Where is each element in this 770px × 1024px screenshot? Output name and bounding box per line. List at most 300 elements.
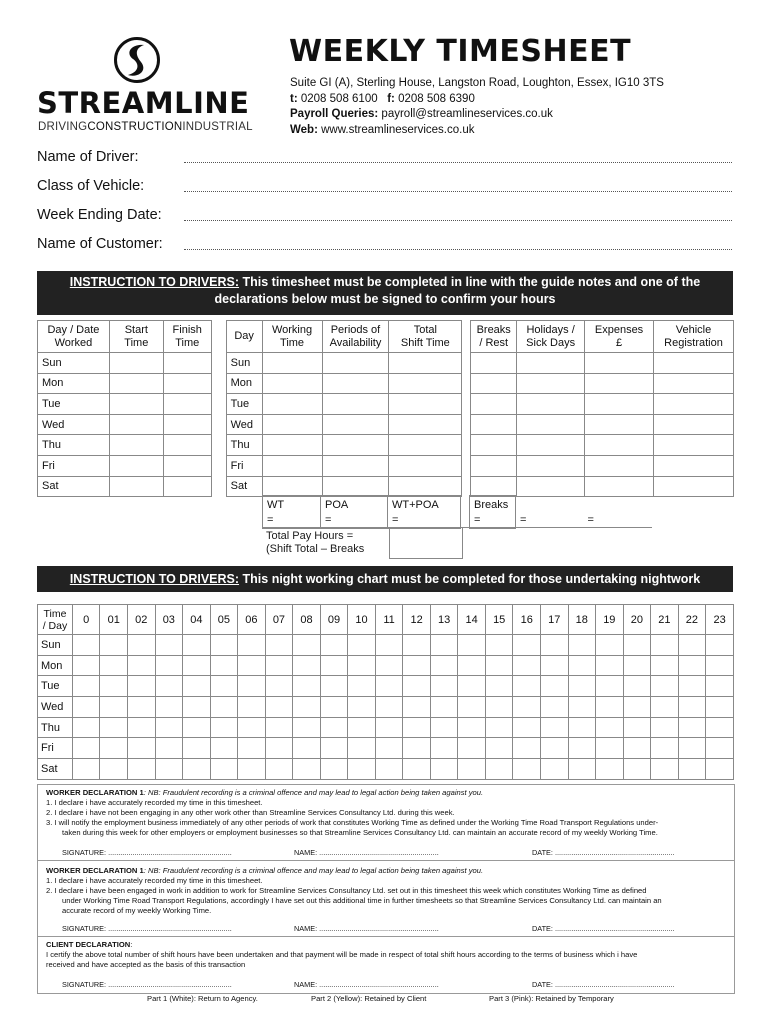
entry-cell[interactable] [163, 414, 211, 435]
night-cell[interactable] [623, 676, 651, 697]
entry-cell[interactable] [471, 373, 517, 394]
night-cell[interactable] [375, 676, 403, 697]
night-cell[interactable] [375, 717, 403, 738]
night-day-label: Sat [38, 759, 73, 780]
night-cell[interactable] [155, 655, 183, 676]
night-cell[interactable] [678, 676, 706, 697]
night-cell[interactable] [403, 717, 431, 738]
entry-cell[interactable] [109, 476, 163, 497]
night-cell[interactable] [128, 738, 156, 759]
night-row [38, 655, 734, 676]
entry-cell[interactable] [262, 394, 322, 415]
night-day-label: Fri [38, 738, 73, 759]
night-cell[interactable] [155, 738, 183, 759]
row-day-label-2: Tue [226, 394, 262, 415]
night-cell[interactable] [238, 635, 266, 656]
hour-header: 19 [596, 605, 624, 635]
night-cell[interactable] [458, 655, 486, 676]
entry-cell[interactable] [163, 455, 211, 476]
night-cell[interactable] [458, 676, 486, 697]
entry-cell[interactable] [109, 435, 163, 456]
night-cell[interactable] [265, 759, 293, 780]
entry-cell[interactable] [163, 394, 211, 415]
total-wt[interactable]: WT = [263, 496, 321, 529]
night-cell[interactable] [238, 697, 266, 718]
gap [462, 353, 471, 374]
night-cell[interactable] [210, 759, 238, 780]
entry-cell[interactable] [262, 373, 322, 394]
night-cell[interactable] [458, 635, 486, 656]
night-cell[interactable] [540, 676, 568, 697]
entry-cell[interactable] [517, 353, 585, 374]
night-cell[interactable] [183, 759, 211, 780]
night-cell[interactable] [348, 759, 376, 780]
entry-cell[interactable] [517, 476, 585, 497]
night-cell[interactable] [458, 697, 486, 718]
total-pay-hours-box[interactable] [389, 527, 463, 559]
night-cell[interactable] [155, 697, 183, 718]
total-pay-hours-label: Total Pay Hours = (Shift Total – Breaks [266, 530, 365, 555]
entry-cell[interactable] [585, 455, 654, 476]
entry-cell[interactable] [322, 435, 389, 456]
gap [211, 394, 226, 415]
entry-cell[interactable] [389, 394, 462, 415]
entry-cell[interactable] [517, 455, 585, 476]
field-name-of-driver: Name of Driver: [37, 149, 139, 165]
night-cell[interactable] [485, 717, 513, 738]
night-cell[interactable] [210, 655, 238, 676]
entry-cell[interactable] [654, 435, 734, 456]
night-cell[interactable] [403, 676, 431, 697]
night-cell[interactable] [210, 738, 238, 759]
night-cell[interactable] [265, 738, 293, 759]
night-cell[interactable] [706, 697, 734, 718]
decl1-item-1: 1. I declare i have accurately recorded my time in this timesheet. [46, 798, 263, 807]
night-cell[interactable] [430, 676, 458, 697]
total-wt-poa[interactable]: WT+POA = [388, 496, 461, 529]
field-class-of-vehicle: Class of Vehicle: [37, 178, 145, 194]
night-cell[interactable] [183, 635, 211, 656]
hour-header: 12 [403, 605, 431, 635]
night-cell[interactable] [348, 738, 376, 759]
table-row [38, 476, 734, 497]
gap [211, 476, 226, 497]
night-cell[interactable] [623, 655, 651, 676]
decl2-name[interactable]: NAME: ........................................................... [294, 924, 439, 933]
night-cell[interactable] [540, 635, 568, 656]
header-day-date: Day / Date Worked [38, 321, 110, 353]
entry-cell[interactable] [517, 414, 585, 435]
entry-cell[interactable] [389, 373, 462, 394]
night-cell[interactable] [596, 635, 624, 656]
night-cell[interactable] [513, 759, 541, 780]
entry-cell[interactable] [163, 353, 211, 374]
night-cell[interactable] [72, 759, 100, 780]
entry-cell[interactable] [654, 476, 734, 497]
entry-cell[interactable] [322, 476, 389, 497]
night-cell[interactable] [348, 655, 376, 676]
night-cell[interactable] [513, 697, 541, 718]
night-cell[interactable] [155, 635, 183, 656]
entry-cell[interactable] [109, 353, 163, 374]
entry-cell[interactable] [389, 353, 462, 374]
night-cell[interactable] [651, 676, 679, 697]
night-cell[interactable] [375, 697, 403, 718]
night-cell[interactable] [238, 738, 266, 759]
entry-cell[interactable] [654, 414, 734, 435]
entry-cell[interactable] [517, 435, 585, 456]
header-breaks-rest: Breaks / Rest [471, 321, 517, 353]
night-cell[interactable] [623, 717, 651, 738]
night-cell[interactable] [320, 738, 348, 759]
decl1-date[interactable]: DATE: ........................................................... [532, 848, 675, 857]
night-cell[interactable] [128, 676, 156, 697]
night-cell[interactable] [293, 655, 321, 676]
entry-cell[interactable] [163, 373, 211, 394]
night-cell[interactable] [128, 759, 156, 780]
night-cell[interactable] [485, 655, 513, 676]
night-cell[interactable] [210, 697, 238, 718]
entry-cell[interactable] [262, 476, 322, 497]
entry-cell[interactable] [585, 353, 654, 374]
night-cell[interactable] [348, 635, 376, 656]
night-cell[interactable] [238, 759, 266, 780]
decl2-item-2: 2. I declare i have been engaged in work in addition to work for Streamline Services Consultancy Ltd. set out in this timesheet this week which constitutes Working Time as defined [46, 886, 647, 895]
night-cell[interactable] [238, 655, 266, 676]
night-cell[interactable] [293, 635, 321, 656]
night-cell[interactable] [265, 676, 293, 697]
entry-cell[interactable] [109, 455, 163, 476]
night-cell[interactable] [458, 759, 486, 780]
gap [211, 321, 226, 353]
hour-header: 17 [540, 605, 568, 635]
night-cell[interactable] [265, 655, 293, 676]
night-cell[interactable] [485, 697, 513, 718]
gap [462, 373, 471, 394]
night-cell[interactable] [265, 717, 293, 738]
night-cell[interactable] [430, 738, 458, 759]
night-cell[interactable] [568, 635, 596, 656]
hour-header: 18 [568, 605, 596, 635]
entry-cell[interactable] [163, 435, 211, 456]
night-cell[interactable] [430, 635, 458, 656]
night-cell[interactable] [540, 759, 568, 780]
night-cell[interactable] [155, 717, 183, 738]
entry-cell[interactable] [389, 435, 462, 456]
night-cell[interactable] [596, 759, 624, 780]
footer-part-3: Part 3 (Pink): Retained by Temporary [489, 994, 614, 1003]
entry-cell[interactable] [517, 394, 585, 415]
night-cell[interactable] [596, 717, 624, 738]
driver-name-line[interactable] [184, 161, 732, 163]
table-row [38, 394, 734, 415]
night-cell[interactable] [128, 635, 156, 656]
night-cell[interactable] [265, 697, 293, 718]
night-cell[interactable] [100, 635, 128, 656]
entry-cell[interactable] [654, 394, 734, 415]
header-periods-availability: Periods of Availability [322, 321, 389, 353]
entry-cell[interactable] [585, 394, 654, 415]
entry-cell[interactable] [471, 455, 517, 476]
night-day-label: Tue [38, 676, 73, 697]
night-cell[interactable] [430, 697, 458, 718]
night-cell[interactable] [513, 635, 541, 656]
night-cell[interactable] [128, 717, 156, 738]
night-cell[interactable] [320, 717, 348, 738]
night-cell[interactable] [348, 717, 376, 738]
night-cell[interactable] [183, 655, 211, 676]
night-cell[interactable] [375, 738, 403, 759]
night-cell[interactable] [210, 635, 238, 656]
night-cell[interactable] [568, 676, 596, 697]
night-cell[interactable] [430, 759, 458, 780]
entry-cell[interactable] [262, 353, 322, 374]
night-cell[interactable] [210, 676, 238, 697]
customer-name-line[interactable] [184, 248, 732, 250]
night-cell[interactable] [568, 738, 596, 759]
entry-cell[interactable] [262, 414, 322, 435]
night-cell[interactable] [596, 655, 624, 676]
night-cell[interactable] [100, 697, 128, 718]
night-cell[interactable] [183, 697, 211, 718]
night-cell[interactable] [100, 655, 128, 676]
night-cell[interactable] [100, 738, 128, 759]
total-breaks[interactable]: Breaks = [470, 496, 516, 529]
entry-cell[interactable] [322, 373, 389, 394]
worker-declaration-2 [37, 860, 735, 937]
night-cell[interactable] [485, 635, 513, 656]
night-cell[interactable] [596, 738, 624, 759]
row-day-label: Sat [38, 476, 110, 497]
entry-cell[interactable] [262, 435, 322, 456]
night-cell[interactable] [183, 717, 211, 738]
night-cell[interactable] [100, 759, 128, 780]
night-cell[interactable] [458, 717, 486, 738]
night-cell[interactable] [485, 676, 513, 697]
night-cell[interactable] [210, 717, 238, 738]
night-cell[interactable] [72, 738, 100, 759]
night-cell[interactable] [183, 676, 211, 697]
night-cell[interactable] [320, 635, 348, 656]
entry-cell[interactable] [471, 414, 517, 435]
night-cell[interactable] [458, 738, 486, 759]
night-cell[interactable] [430, 717, 458, 738]
header-total-shift-time: Total Shift Time [389, 321, 462, 353]
table-row [38, 414, 734, 435]
entry-cell[interactable] [322, 414, 389, 435]
night-cell[interactable] [403, 759, 431, 780]
night-cell[interactable] [375, 635, 403, 656]
decl3-signature[interactable]: SIGNATURE: ............................................................. [62, 980, 232, 989]
night-cell[interactable] [238, 676, 266, 697]
night-cell[interactable] [706, 635, 734, 656]
night-cell[interactable] [375, 655, 403, 676]
entry-cell[interactable] [654, 455, 734, 476]
gap [461, 496, 470, 529]
vehicle-class-line[interactable] [184, 190, 732, 192]
night-cell[interactable] [540, 738, 568, 759]
hour-header: 14 [458, 605, 486, 635]
decl1-item-2: 2. I declare i have not been engaging in any other work other than Streamline Services Consultancy Ltd. during this week. [46, 808, 455, 817]
night-cell[interactable] [320, 697, 348, 718]
night-cell[interactable] [485, 738, 513, 759]
night-cell[interactable] [651, 635, 679, 656]
gap [462, 435, 471, 456]
night-cell[interactable] [513, 676, 541, 697]
night-cell[interactable] [128, 655, 156, 676]
night-cell[interactable] [706, 717, 734, 738]
entry-cell[interactable] [585, 435, 654, 456]
night-cell[interactable] [623, 697, 651, 718]
night-cell[interactable] [128, 697, 156, 718]
night-cell[interactable] [293, 697, 321, 718]
night-cell[interactable] [403, 635, 431, 656]
night-cell[interactable] [596, 697, 624, 718]
night-cell[interactable] [403, 738, 431, 759]
entry-cell[interactable] [322, 394, 389, 415]
decl2-signature[interactable]: SIGNATURE: ............................................................. [62, 924, 232, 933]
night-cell[interactable] [183, 738, 211, 759]
row-day-label: Tue [38, 394, 110, 415]
entry-cell[interactable] [585, 414, 654, 435]
night-cell[interactable] [100, 676, 128, 697]
night-cell[interactable] [293, 717, 321, 738]
decl1-title: WORKER DECLARATION 1: NB: Fraudulent recording is a criminal offence and may lead to legal action being taken against you. [46, 788, 484, 797]
decl3-date[interactable]: DATE: ........................................................... [532, 980, 675, 989]
night-cell[interactable] [320, 655, 348, 676]
entry-cell[interactable] [585, 476, 654, 497]
decl2-date[interactable]: DATE: ........................................................... [532, 924, 675, 933]
night-cell[interactable] [596, 676, 624, 697]
entry-cell[interactable] [163, 476, 211, 497]
night-cell[interactable] [72, 635, 100, 656]
entry-cell[interactable] [471, 476, 517, 497]
night-cell[interactable] [651, 759, 679, 780]
gap [211, 414, 226, 435]
night-chart-header [38, 605, 734, 635]
night-cell[interactable] [678, 738, 706, 759]
gap [462, 455, 471, 476]
decl1-signature[interactable]: SIGNATURE: ............................................................. [62, 848, 232, 857]
night-cell[interactable] [403, 655, 431, 676]
total-poa[interactable]: POA = [321, 496, 388, 529]
night-cell[interactable] [706, 738, 734, 759]
night-cell[interactable] [155, 759, 183, 780]
decl1-item-3-cont: taken during this week for other employers or employment businesses so that Streamline Services Consultancy Ltd. can maintain an accurate record of my weekly Working Time. [62, 828, 658, 837]
night-cell[interactable] [651, 655, 679, 676]
night-cell[interactable] [72, 697, 100, 718]
night-cell[interactable] [651, 697, 679, 718]
entry-cell[interactable] [322, 455, 389, 476]
night-cell[interactable] [238, 717, 266, 738]
footer-part-2: Part 2 (Yellow): Retained by Client [311, 994, 427, 1003]
night-cell[interactable] [72, 717, 100, 738]
payroll-queries: Payroll Queries: payroll@streamlineservices.co.uk [290, 108, 553, 120]
night-cell[interactable] [72, 655, 100, 676]
decl3-line-2: received and have accepted as the basis of this transaction [46, 960, 246, 969]
night-cell[interactable] [403, 697, 431, 718]
night-cell[interactable] [155, 676, 183, 697]
night-cell[interactable] [568, 655, 596, 676]
night-cell[interactable] [540, 655, 568, 676]
worker-declaration-1 [37, 784, 735, 861]
gap [462, 476, 471, 497]
entry-cell[interactable] [109, 373, 163, 394]
entry-cell[interactable] [389, 476, 462, 497]
entry-cell[interactable] [517, 373, 585, 394]
night-cell[interactable] [320, 759, 348, 780]
instruction-banner-1: INSTRUCTION TO DRIVERS: This timesheet must be completed in line with the guide notes and one of the declarations below must be signed to confirm your hours [37, 271, 733, 315]
night-cell[interactable] [706, 676, 734, 697]
entry-cell[interactable] [109, 414, 163, 435]
entry-cell[interactable] [109, 394, 163, 415]
night-cell[interactable] [678, 759, 706, 780]
night-cell[interactable] [651, 738, 679, 759]
night-cell[interactable] [513, 738, 541, 759]
night-cell[interactable] [568, 759, 596, 780]
night-cell[interactable] [320, 676, 348, 697]
night-cell[interactable] [623, 738, 651, 759]
night-cell[interactable] [623, 759, 651, 780]
decl1-name[interactable]: NAME: ........................................................... [294, 848, 439, 857]
night-cell[interactable] [293, 676, 321, 697]
entry-cell[interactable] [654, 353, 734, 374]
night-cell[interactable] [293, 738, 321, 759]
entry-cell[interactable] [262, 455, 322, 476]
night-cell[interactable] [706, 655, 734, 676]
night-cell[interactable] [100, 717, 128, 738]
decl3-name[interactable]: NAME: ........................................................... [294, 980, 439, 989]
entry-cell[interactable] [471, 353, 517, 374]
night-cell[interactable] [485, 759, 513, 780]
night-cell[interactable] [651, 717, 679, 738]
night-cell[interactable] [430, 655, 458, 676]
night-cell[interactable] [293, 759, 321, 780]
night-cell[interactable] [348, 697, 376, 718]
night-cell[interactable] [568, 697, 596, 718]
night-cell[interactable] [540, 697, 568, 718]
night-cell[interactable] [513, 717, 541, 738]
entry-cell[interactable] [471, 394, 517, 415]
entry-cell[interactable] [654, 373, 734, 394]
entry-cell[interactable] [322, 353, 389, 374]
entry-cell[interactable] [585, 373, 654, 394]
gap [462, 321, 471, 353]
night-cell[interactable] [678, 697, 706, 718]
entry-cell[interactable] [471, 435, 517, 456]
night-cell[interactable] [540, 717, 568, 738]
night-cell[interactable] [375, 759, 403, 780]
night-cell[interactable] [678, 635, 706, 656]
night-cell[interactable] [513, 655, 541, 676]
night-cell[interactable] [568, 717, 596, 738]
night-cell[interactable] [72, 676, 100, 697]
night-cell[interactable] [678, 717, 706, 738]
entry-cell[interactable] [389, 414, 462, 435]
night-cell[interactable] [623, 635, 651, 656]
entry-cell[interactable] [389, 455, 462, 476]
night-cell[interactable] [706, 759, 734, 780]
night-cell[interactable] [678, 655, 706, 676]
night-cell[interactable] [348, 676, 376, 697]
hour-header: 15 [485, 605, 513, 635]
week-ending-line[interactable] [184, 219, 732, 221]
address: Suite GI (A), Sterling House, Langston Road, Loughton, Essex, IG10 3TS [290, 77, 664, 89]
row-day-label-2: Sat [226, 476, 262, 497]
brand-name: STREAMLINE [37, 86, 250, 120]
header-day: Day [226, 321, 262, 353]
night-cell[interactable] [265, 635, 293, 656]
